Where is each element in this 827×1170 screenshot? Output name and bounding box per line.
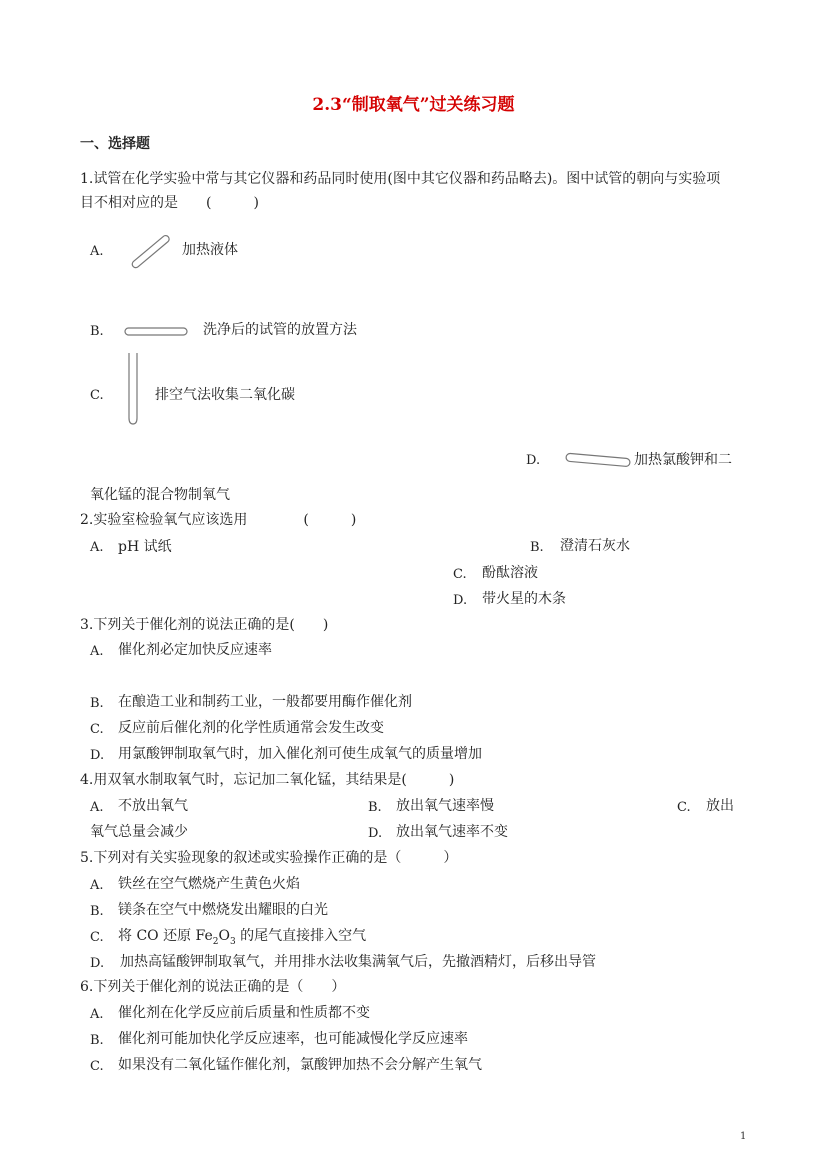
q5-c-sub-2: 2 [212, 936, 219, 947]
test-tube-slightly-tilted-icon [564, 450, 634, 470]
q1-option-b-text: 洗净后的试管的放置方法 [203, 322, 357, 338]
q3-option-d-label: D. [90, 748, 105, 763]
q3-stem: 3.下列关于催化剂的说法正确的是( ) [80, 617, 329, 633]
q5-option-a-text: 铁丝在空气燃烧产生黄色火焰 [118, 876, 300, 892]
q6-option-a-label: A. [90, 1007, 104, 1022]
q5-c-mid: O [218, 928, 230, 944]
q5-option-b-text: 镁条在空气中燃烧发出耀眼的白光 [118, 902, 328, 918]
q3-option-d-text: 用氯酸钾制取氧气时，加入催化剂可使生成氧气的质量增加 [118, 746, 482, 762]
q4-option-a-text: 不放出氧气 [118, 798, 188, 814]
q1-option-c-text: 排空气法收集二氧化碳 [155, 387, 295, 403]
q6-option-a-text: 催化剂在化学反应前后质量和性质都不变 [118, 1005, 370, 1021]
q5-option-c-label: C. [90, 930, 104, 945]
q6-option-c-label: C. [90, 1059, 104, 1074]
q6-stem: 6.下列关于催化剂的说法正确的是（ ） [80, 979, 346, 995]
q4-option-a-label: A. [90, 800, 104, 815]
q5-option-b-label: B. [90, 904, 104, 919]
q2-option-b-label: B. [530, 540, 544, 555]
q4-option-b-text: 放出氧气速率慢 [396, 798, 494, 814]
q4-option-d-label: D. [368, 826, 383, 841]
q1-option-d-text: 加热氯酸钾和二 [634, 452, 732, 468]
q1-option-a-label: A. [90, 244, 104, 259]
q5-option-d-text: 加热高锰酸钾制取氧气，并用排水法收集满氧气后，先撤酒精灯，后移出导管 [120, 954, 596, 970]
q2-option-a-label: A. [90, 540, 104, 555]
q3-option-a-text: 催化剂必定加快反应速率 [118, 642, 272, 658]
q4-option-b-label: B. [368, 800, 382, 815]
q6-option-b-label: B. [90, 1033, 104, 1048]
q2-option-a-text: pH 试纸 [118, 539, 172, 555]
q5-c-text-post: 的尾气直接排入空气 [235, 928, 367, 944]
q2-option-d-text: 带火星的木条 [482, 591, 566, 607]
q2-option-c-text: 酚酞溶液 [482, 565, 538, 581]
q1-stem-line1: 1.试管在化学实验中常与其它仪器和药品同时使用(图中其它仪器和药品略去)。图中试管的朝向与实验项 [80, 171, 721, 187]
q3-option-b-text: 在酿造工业和制药工业，一般都要用酶作催化剂 [118, 694, 412, 710]
q5-option-c-text [118, 927, 366, 951]
q1-option-a-text: 加热液体 [182, 242, 238, 258]
section-heading: 一、选择题 [80, 136, 150, 152]
q5-option-d-label: D. [90, 956, 105, 971]
q3-option-a-label: A. [90, 644, 104, 659]
q3-option-c-text: 反应前后催化剂的化学性质通常会发生改变 [118, 720, 384, 736]
q5-stem: 5.下列对有关实验现象的叙述或实验操作正确的是（ ） [80, 850, 458, 866]
q4-option-c-text-cont: 氧气总量会减少 [90, 824, 188, 840]
q2-stem: 2.实验室检验氧气应该选用 ( ) [80, 512, 357, 528]
test-tube-tilted-icon [126, 232, 176, 272]
q1-option-d-label: D. [526, 453, 541, 468]
page-title: 2.3“制取氧气”过关练习题 [312, 95, 515, 115]
test-tube-vertical-icon [126, 352, 140, 426]
page-number: 1 [740, 1131, 747, 1142]
q4-option-c-text: 放出 [706, 798, 734, 814]
q2-option-d-label: D. [453, 593, 468, 608]
q6-option-c-text: 如果没有二氧化锰作催化剂，氯酸钾加热不会分解产生氧气 [118, 1057, 482, 1073]
q6-option-b-text: 催化剂可能加快化学反应速率，也可能减慢化学反应速率 [118, 1031, 468, 1047]
q1-option-d-text-cont: 氧化锰的混合物制氧气 [90, 487, 230, 503]
q5-option-a-label: A. [90, 878, 104, 893]
q3-option-c-label: C. [90, 722, 104, 737]
q4-option-c-label: C. [677, 800, 691, 815]
q2-option-c-label: C. [453, 567, 467, 582]
q1-option-c-label: C. [90, 388, 104, 403]
q1-stem-line2: 目不相对应的是 ( ) [80, 195, 259, 211]
q2-option-b-text: 澄清石灰水 [560, 538, 630, 554]
q5-c-text-pre: 将 CO 还原 Fe [118, 928, 213, 944]
q4-option-d-text: 放出氧气速率不变 [396, 824, 508, 840]
test-tube-horizontal-icon [124, 326, 190, 338]
q3-option-b-label: B. [90, 696, 104, 711]
q4-stem: 4.用双氧水制取氧气时，忘记加二氧化锰，其结果是( ) [80, 772, 455, 788]
q5-c-sub-3: 3 [230, 936, 236, 947]
q1-option-b-label: B. [90, 324, 104, 339]
